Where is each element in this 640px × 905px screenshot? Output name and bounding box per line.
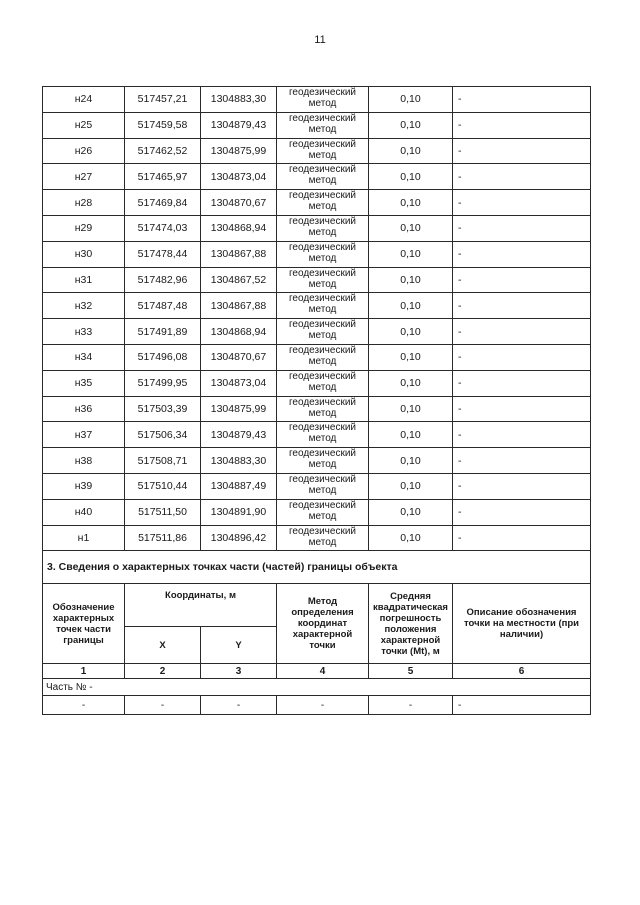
header-method: Метод определения координат характерной точки xyxy=(277,584,369,664)
section-3-title: 3. Сведения о характерных точках части (частей) границы объекта xyxy=(43,551,591,584)
description: - xyxy=(453,190,591,216)
method-line: метод xyxy=(308,459,337,471)
method-line: геодезический xyxy=(289,164,356,176)
point-name: н25 xyxy=(43,112,125,138)
coordinate-y: 1304879,43 xyxy=(201,422,277,448)
coordinate-x: 517511,50 xyxy=(125,499,201,525)
method-line: геодезический xyxy=(289,87,356,98)
error-value: 0,10 xyxy=(369,87,453,113)
error-value: 0,10 xyxy=(369,267,453,293)
method xyxy=(277,473,369,499)
method xyxy=(277,164,369,190)
coordinate-x: 517506,34 xyxy=(125,422,201,448)
header-error: Средняя квадратическая погрешность положения характерной точки (Mt), м xyxy=(369,584,453,664)
error-value: 0,10 xyxy=(369,499,453,525)
error-value: 0,10 xyxy=(369,370,453,396)
method xyxy=(277,499,369,525)
table-row xyxy=(43,164,591,190)
description: - xyxy=(453,473,591,499)
part-label: Часть № - xyxy=(43,679,591,696)
method-line: геодезический xyxy=(289,267,356,279)
method xyxy=(277,87,369,113)
point-name: н40 xyxy=(43,499,125,525)
coordinate-y: 1304873,04 xyxy=(201,370,277,396)
coordinate-y: 1304870,67 xyxy=(201,344,277,370)
method-line: метод xyxy=(308,510,337,522)
column-number: 6 xyxy=(453,664,591,679)
method xyxy=(277,112,369,138)
table-row xyxy=(43,448,591,474)
description: - xyxy=(453,267,591,293)
method xyxy=(277,422,369,448)
method-line: геодезический xyxy=(289,525,356,537)
column-number: 3 xyxy=(201,664,277,679)
method xyxy=(277,396,369,422)
method-line: геодезический xyxy=(289,241,356,253)
error-value: 0,10 xyxy=(369,525,453,551)
coordinate-x: 517478,44 xyxy=(125,241,201,267)
coordinate-y: 1304875,99 xyxy=(201,396,277,422)
description: - xyxy=(453,319,591,345)
coordinate-x: 517469,84 xyxy=(125,190,201,216)
table-row xyxy=(43,241,591,267)
method-line: метод xyxy=(308,330,337,342)
point-name: н1 xyxy=(43,525,125,551)
coordinate-x: 517491,89 xyxy=(125,319,201,345)
empty-cell: - xyxy=(369,696,453,715)
method-line: геодезический xyxy=(289,319,356,331)
page-number: 11 xyxy=(314,34,326,46)
description: - xyxy=(453,525,591,551)
method xyxy=(277,319,369,345)
description: - xyxy=(453,138,591,164)
header-y: Y xyxy=(201,627,277,664)
method-line: метод xyxy=(308,226,337,238)
description: - xyxy=(453,241,591,267)
description: - xyxy=(453,422,591,448)
coordinate-x: 517474,03 xyxy=(125,215,201,241)
empty-cell: - xyxy=(453,696,591,715)
header-designation: Обозначение характерных точек части границы xyxy=(43,584,125,664)
method-line: геодезический xyxy=(289,344,356,356)
table-row xyxy=(43,215,591,241)
error-value: 0,10 xyxy=(369,241,453,267)
point-name: н24 xyxy=(43,87,125,113)
coordinate-y: 1304868,94 xyxy=(201,215,277,241)
description: - xyxy=(453,293,591,319)
table-row xyxy=(43,319,591,345)
method-line: метод xyxy=(308,536,337,548)
coordinate-y: 1304867,88 xyxy=(201,293,277,319)
table-row xyxy=(43,370,591,396)
method xyxy=(277,525,369,551)
method-line: геодезический xyxy=(289,138,356,150)
column-number: 1 xyxy=(43,664,125,679)
table-row xyxy=(43,499,591,525)
method xyxy=(277,448,369,474)
table-row xyxy=(43,138,591,164)
method-line: метод xyxy=(308,381,337,393)
description: - xyxy=(453,164,591,190)
empty-cell: - xyxy=(125,696,201,715)
empty-cell: - xyxy=(277,696,369,715)
boundary-points-table xyxy=(42,86,591,715)
table-row xyxy=(43,267,591,293)
description: - xyxy=(453,499,591,525)
coordinate-x: 517510,44 xyxy=(125,473,201,499)
method-line: метод xyxy=(308,252,337,264)
header-coordinates: Координаты, м xyxy=(125,584,277,627)
coordinate-x: 517511,86 xyxy=(125,525,201,551)
coordinate-y: 1304887,49 xyxy=(201,473,277,499)
coordinate-y: 1304870,67 xyxy=(201,190,277,216)
coordinate-x: 517465,97 xyxy=(125,164,201,190)
coordinate-y: 1304873,04 xyxy=(201,164,277,190)
coordinate-y: 1304875,99 xyxy=(201,138,277,164)
empty-cell: - xyxy=(201,696,277,715)
error-value: 0,10 xyxy=(369,422,453,448)
error-value: 0,10 xyxy=(369,190,453,216)
coordinate-x: 517499,95 xyxy=(125,370,201,396)
table-row xyxy=(43,473,591,499)
point-name: н29 xyxy=(43,215,125,241)
table-row xyxy=(43,422,591,448)
method-line: геодезический xyxy=(289,499,356,511)
coordinate-y: 1304896,42 xyxy=(201,525,277,551)
method-line: геодезический xyxy=(289,215,356,227)
error-value: 0,10 xyxy=(369,344,453,370)
method xyxy=(277,215,369,241)
coordinate-y: 1304883,30 xyxy=(201,87,277,113)
method-line: метод xyxy=(308,149,337,161)
coordinate-x: 517482,96 xyxy=(125,267,201,293)
method-line: метод xyxy=(308,407,337,419)
coordinate-x: 517508,71 xyxy=(125,448,201,474)
method xyxy=(277,344,369,370)
point-name: н38 xyxy=(43,448,125,474)
coordinate-y: 1304883,30 xyxy=(201,448,277,474)
method-line: геодезический xyxy=(289,396,356,408)
method-line: геодезический xyxy=(289,473,356,485)
coordinate-y: 1304867,88 xyxy=(201,241,277,267)
coordinate-y: 1304879,43 xyxy=(201,112,277,138)
description: - xyxy=(453,448,591,474)
point-name: н31 xyxy=(43,267,125,293)
point-name: н26 xyxy=(43,138,125,164)
coordinate-x: 517459,58 xyxy=(125,112,201,138)
point-name: н37 xyxy=(43,422,125,448)
method xyxy=(277,190,369,216)
table-row xyxy=(43,293,591,319)
coordinate-x: 517496,08 xyxy=(125,344,201,370)
description: - xyxy=(453,112,591,138)
point-name: н39 xyxy=(43,473,125,499)
table-row xyxy=(43,112,591,138)
description: - xyxy=(453,370,591,396)
point-name: н34 xyxy=(43,344,125,370)
coordinate-y: 1304868,94 xyxy=(201,319,277,345)
method-line: геодезический xyxy=(289,370,356,382)
method xyxy=(277,267,369,293)
method xyxy=(277,241,369,267)
description: - xyxy=(453,396,591,422)
coordinate-x: 517462,52 xyxy=(125,138,201,164)
column-number: 2 xyxy=(125,664,201,679)
method-line: метод xyxy=(308,123,337,135)
table-row xyxy=(43,396,591,422)
point-name: н27 xyxy=(43,164,125,190)
error-value: 0,10 xyxy=(369,473,453,499)
error-value: 0,10 xyxy=(369,112,453,138)
error-value: 0,10 xyxy=(369,138,453,164)
point-name: н32 xyxy=(43,293,125,319)
method-line: геодезический xyxy=(289,112,356,124)
point-name: н30 xyxy=(43,241,125,267)
column-number: 4 xyxy=(277,664,369,679)
error-value: 0,10 xyxy=(369,448,453,474)
table-row xyxy=(43,344,591,370)
description: - xyxy=(453,215,591,241)
empty-cell: - xyxy=(43,696,125,715)
method-line: метод xyxy=(308,433,337,445)
header-description: Описание обозначения точки на местности (при наличии) xyxy=(453,584,591,664)
table-row xyxy=(43,525,591,551)
column-number: 5 xyxy=(369,664,453,679)
method xyxy=(277,293,369,319)
table-row xyxy=(43,87,591,113)
coordinate-x: 517503,39 xyxy=(125,396,201,422)
error-value: 0,10 xyxy=(369,164,453,190)
method-line: геодезический xyxy=(289,293,356,305)
method xyxy=(277,138,369,164)
coordinate-x: 517457,21 xyxy=(125,87,201,113)
method-line: метод xyxy=(308,484,337,496)
point-name: н36 xyxy=(43,396,125,422)
method-line: метод xyxy=(308,355,337,367)
method-line: геодезический xyxy=(289,422,356,434)
method-line: геодезический xyxy=(289,190,356,202)
point-name: н33 xyxy=(43,319,125,345)
table-row xyxy=(43,190,591,216)
method-line: метод xyxy=(308,304,337,316)
point-name: н28 xyxy=(43,190,125,216)
description: - xyxy=(453,87,591,113)
method-line: метод xyxy=(308,201,337,213)
method-line: метод xyxy=(308,278,337,290)
method xyxy=(277,370,369,396)
method-line: метод xyxy=(308,98,337,109)
method-line: геодезический xyxy=(289,448,356,460)
error-value: 0,10 xyxy=(369,396,453,422)
coordinate-x: 517487,48 xyxy=(125,293,201,319)
method-line: метод xyxy=(308,175,337,187)
error-value: 0,10 xyxy=(369,319,453,345)
description: - xyxy=(453,344,591,370)
coordinate-y: 1304867,52 xyxy=(201,267,277,293)
point-name: н35 xyxy=(43,370,125,396)
coordinate-y: 1304891,90 xyxy=(201,499,277,525)
error-value: 0,10 xyxy=(369,293,453,319)
header-x: X xyxy=(125,627,201,664)
error-value: 0,10 xyxy=(369,215,453,241)
